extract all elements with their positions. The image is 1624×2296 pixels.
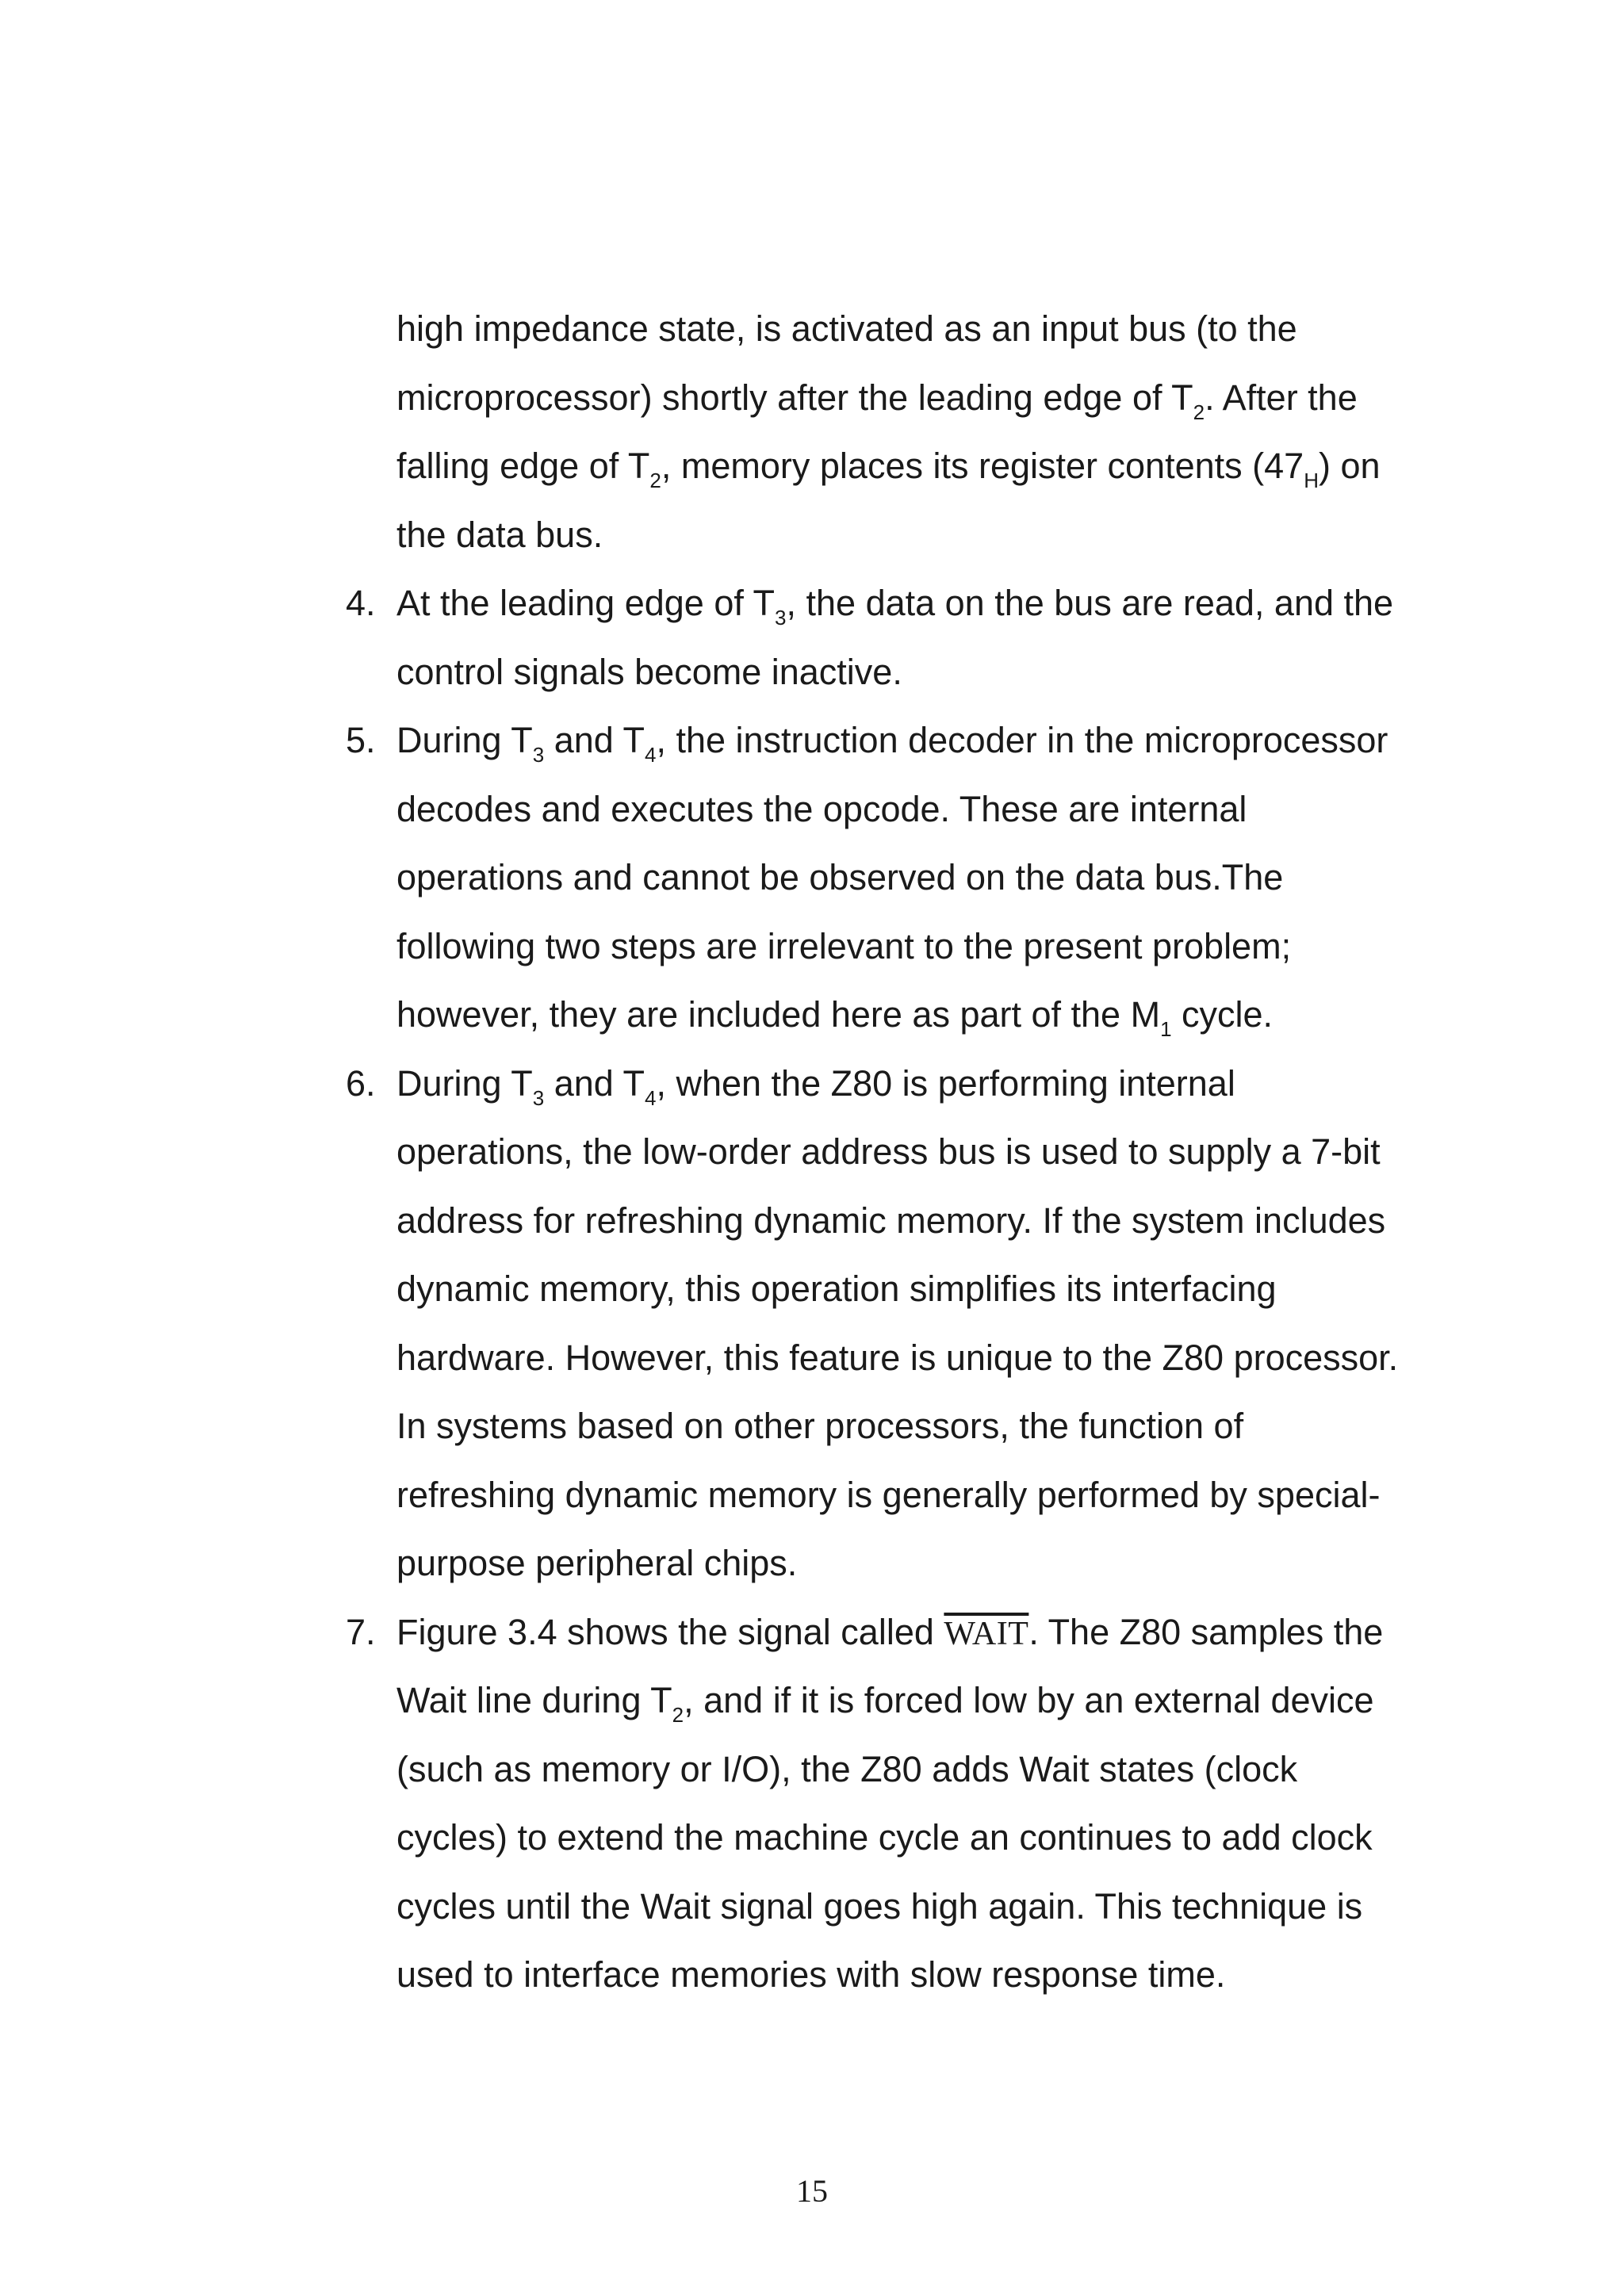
text-span: refreshing dynamic memory is generally performed by special-	[396, 1474, 1381, 1515]
list-item-6	[346, 1050, 1475, 1119]
text-line	[396, 1667, 1475, 1735]
wait-signal-name: WAIT	[944, 1615, 1029, 1652]
body-text	[346, 295, 1475, 2010]
text-span: operations, the low-order address bus is used to supply a 7-bit	[396, 1131, 1381, 1172]
subscript: 3	[532, 1085, 545, 1110]
page-number: 15	[796, 2173, 828, 2209]
text-span: used to interface memories with slow response time.	[396, 1954, 1226, 1995]
text-span: dynamic memory, this operation simplifies its interfacing	[396, 1269, 1277, 1309]
text-line	[396, 1392, 1475, 1461]
text-line	[396, 295, 1475, 364]
text-span: control signals become inactive.	[396, 651, 902, 692]
text-span: high impedance state, is activated as an input bus (to the	[396, 308, 1297, 349]
list-item-7	[346, 1598, 1475, 1667]
subscript: 2	[672, 1703, 684, 1727]
text-span: microprocessor) shortly after the leading edge of T	[396, 377, 1193, 418]
text-line	[396, 1461, 1475, 1530]
text-line	[396, 1735, 1475, 1804]
text-span: Wait line during T	[396, 1680, 672, 1720]
list-number: 5.	[346, 720, 376, 760]
text-span: During T	[396, 1062, 533, 1104]
subscript: H	[1304, 469, 1319, 492]
text-span: cycle.	[1171, 994, 1274, 1035]
list-item-5	[346, 706, 1475, 775]
text-span: , when the Z80 is performing internal	[656, 1062, 1235, 1104]
list-number: 6.	[346, 1062, 376, 1104]
text-span: falling edge of T	[396, 446, 650, 486]
subscript: 3	[532, 743, 545, 767]
subscript: 3	[775, 606, 787, 629]
text-span: address for refreshing dynamic memory. If the system includes	[396, 1200, 1386, 1241]
text-span: Figure 3.4 shows the signal called	[396, 1611, 934, 1652]
text-line	[396, 1118, 1475, 1187]
text-span: , the data on the bus are read, and the	[786, 583, 1394, 623]
subscript: 4	[644, 1085, 657, 1110]
text-span: , the instruction decoder in the microprocessor	[656, 720, 1388, 760]
text-line	[396, 1804, 1475, 1873]
text-line	[396, 913, 1475, 982]
text-span: During T	[396, 720, 533, 760]
text-line	[396, 775, 1475, 844]
text-line	[396, 1529, 1475, 1598]
text-line	[396, 1941, 1475, 2010]
text-span: and T	[544, 720, 645, 760]
text-span: In systems based on other processors, the function of	[396, 1406, 1244, 1446]
text-span: . The Z80 samples the	[1028, 1611, 1384, 1652]
text-span: cycles) to extend the machine cycle an continues to add clock	[396, 1817, 1373, 1858]
text-span: operations and cannot be observed on the data bus.The	[396, 857, 1284, 897]
text-line	[396, 638, 1475, 707]
text-span: and T	[544, 1062, 645, 1104]
text-span: decodes and executes the opcode. These are internal	[396, 788, 1247, 829]
text-span: . After the	[1205, 377, 1358, 418]
subscript: 2	[1193, 400, 1205, 424]
subscript: 2	[649, 469, 661, 492]
subscript: 1	[1160, 1017, 1172, 1041]
text-line	[396, 432, 1475, 501]
list-number: 4.	[346, 583, 376, 623]
text-line	[396, 364, 1475, 433]
text-span: (such as memory or I/O), the Z80 adds Wait states (clock	[396, 1748, 1298, 1789]
text-line	[396, 1324, 1475, 1393]
text-line	[396, 1255, 1475, 1324]
text-span: however, they are included here as part of the M	[396, 994, 1161, 1035]
text-span: cycles until the Wait signal goes high again. This technique is	[396, 1885, 1363, 1927]
text-line	[396, 1187, 1475, 1256]
text-span: purpose peripheral chips.	[396, 1543, 798, 1583]
text-span: At the leading edge of T	[396, 583, 776, 623]
text-span: , memory places its register contents (47	[661, 446, 1304, 486]
text-line	[396, 844, 1475, 913]
text-span: hardware. However, this feature is unique to the Z80 processor.	[396, 1337, 1399, 1378]
text-span: ) on	[1318, 446, 1381, 486]
list-item-4	[346, 569, 1475, 638]
text-span: following two steps are irrelevant to the present problem;	[396, 925, 1292, 966]
text-span: , and if it is forced low by an external device	[684, 1680, 1374, 1720]
text-line	[396, 1873, 1475, 1942]
text-line	[396, 981, 1475, 1050]
list-number: 7.	[346, 1611, 376, 1652]
text-span: the data bus.	[396, 514, 603, 555]
text-line	[396, 501, 1475, 570]
subscript: 4	[644, 743, 657, 767]
